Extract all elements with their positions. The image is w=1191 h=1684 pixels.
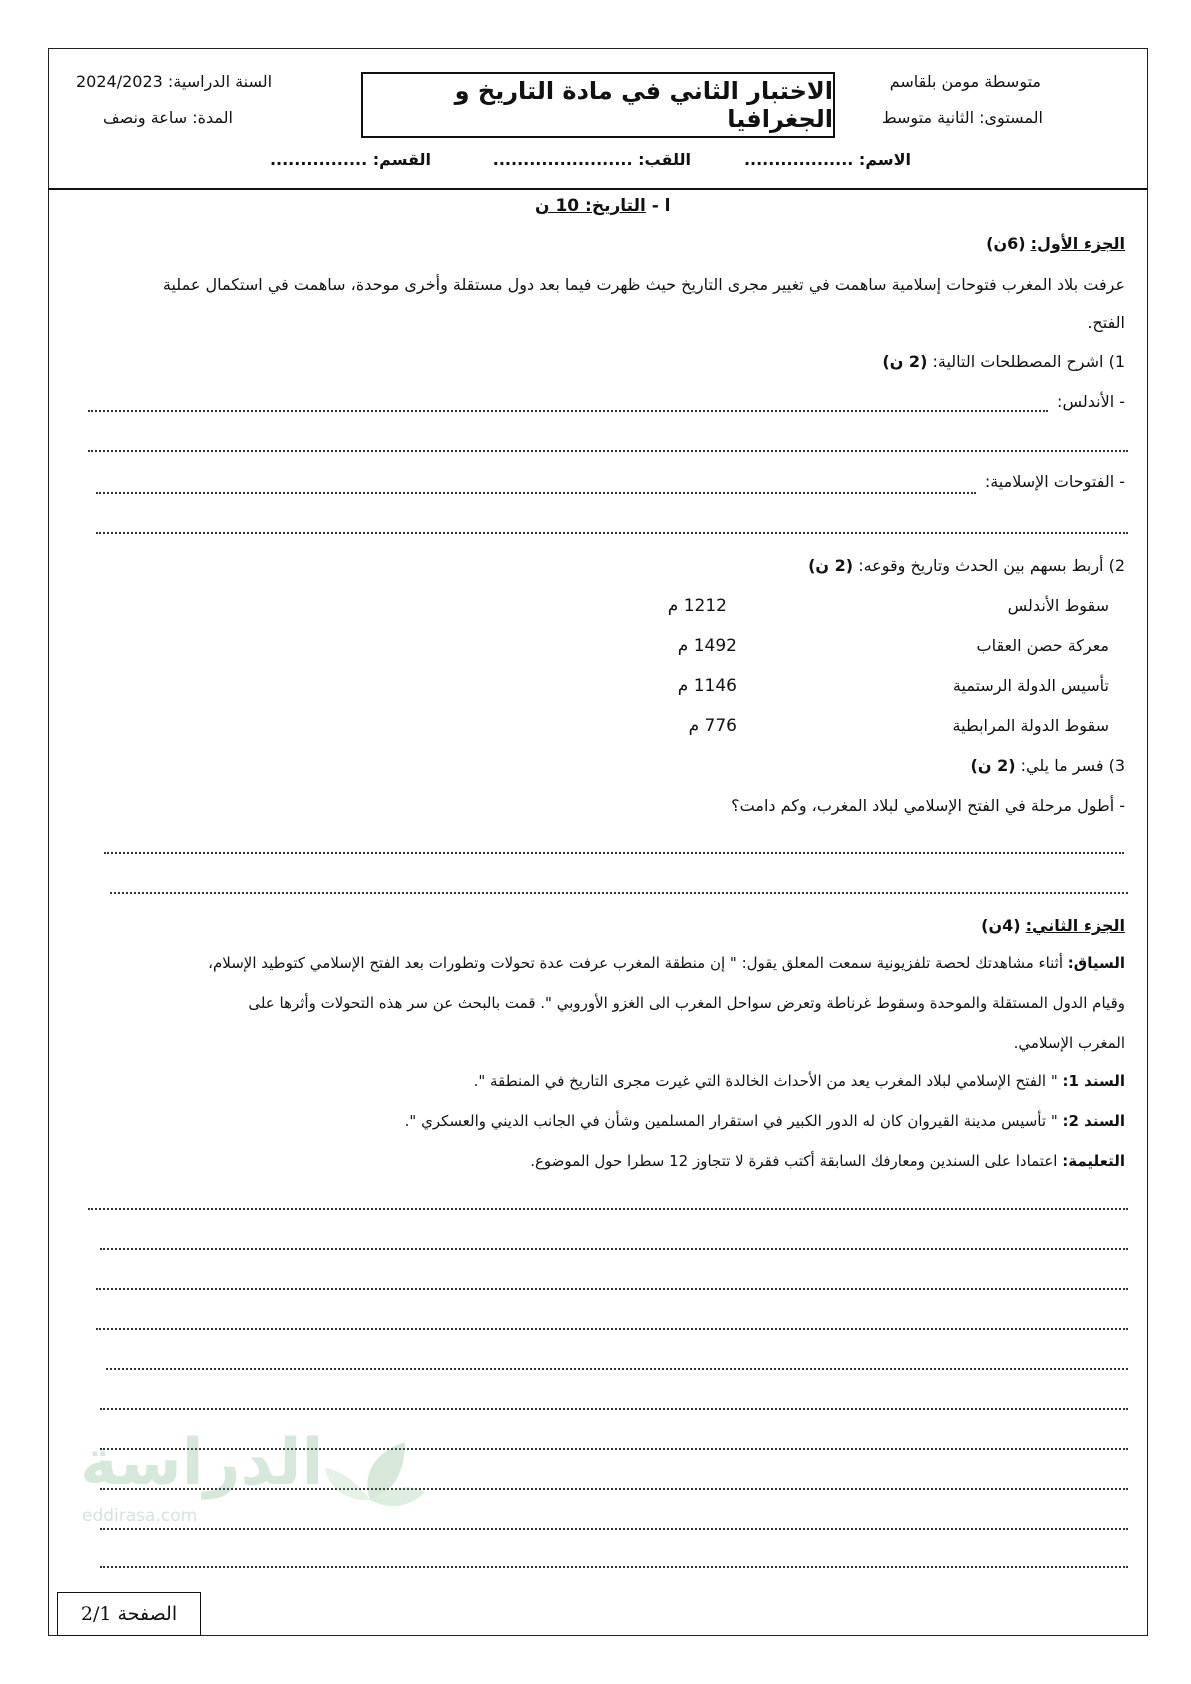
context-line1 (208, 954, 1125, 972)
q1 (882, 352, 1125, 371)
writing-line[interactable] (96, 1288, 1128, 1290)
date-3[interactable]: 1146 م (677, 676, 737, 696)
part2-heading (981, 916, 1125, 935)
page-number: الصفحة 2/1 (80, 1603, 178, 1625)
name-dots: .................. (743, 150, 854, 169)
class-field[interactable] (270, 150, 431, 169)
watermark-site: eddirasa.com (82, 1506, 198, 1526)
writing-line[interactable] (100, 1566, 1128, 1568)
answer-line[interactable] (96, 532, 1128, 534)
doc1-text: " الفتح الإسلامي لبلاد المغرب يعد من الأحداث الخالدة التي غيرت مجرى التاريخ في المنطقة ". (473, 1072, 1063, 1090)
level-label: المستوى: الثانية متوسط (881, 108, 1043, 127)
section-heading (535, 196, 671, 216)
watermark-arabic: الدراسة (80, 1426, 324, 1500)
writing-line[interactable] (106, 1368, 1128, 1370)
writing-line[interactable] (88, 1208, 1128, 1210)
header-divider (48, 188, 1148, 190)
class-dots: ................ (269, 150, 368, 169)
school-name: متوسطة مومن بلقاسم (889, 72, 1041, 91)
part1-intro-line1: عرفت بلاد المغرب فتوحات إسلامية ساهمت في تغيير مجرى التاريخ حيث ظهرت فيما بعد دول مستقلة وأخرى موحدة، ساهمت في استكمال عملية (162, 275, 1125, 294)
name-field[interactable] (744, 150, 911, 169)
date-2[interactable]: 1492 م (677, 636, 737, 656)
part1-intro-line2: الفتح. (1087, 313, 1125, 332)
answer-line[interactable] (88, 410, 1048, 412)
event-4[interactable]: سقوط الدولة المرابطية (952, 716, 1109, 735)
surname-dots: ....................... (492, 150, 633, 169)
section-prefix: ا - (645, 196, 671, 216)
event-1[interactable]: سقوط الأندلس (1007, 596, 1109, 615)
exam-title: الاختبار الثاني في مادة التاريخ و الجغرافيا (454, 77, 833, 133)
exam-title-box (361, 72, 835, 138)
exam-duration: المدة: ساعة ونصف (103, 108, 233, 127)
page-number-box (57, 1592, 201, 1636)
answer-line[interactable] (88, 450, 1128, 452)
part1-title: الجزء الأول: (1030, 234, 1125, 253)
school-year: السنة الدراسية: 2024/2023 (76, 72, 273, 91)
doc2-label: السند 2: (1062, 1112, 1125, 1130)
q2-points: (2 ن) (808, 556, 854, 575)
date-1[interactable]: 1212 م (667, 596, 727, 616)
doc2-text: " تأسيس مدينة القيروان كان له الدور الكبير في استقرار المسلمين وشأن في الجانب الديني والعسكري ". (404, 1112, 1063, 1130)
name-label: الاسم: (858, 150, 911, 169)
part1-heading (986, 234, 1125, 253)
class-label: القسم: (372, 150, 431, 169)
document-1 (474, 1072, 1125, 1090)
doc1-label: السند 1: (1062, 1072, 1125, 1090)
surname-label: اللقب: (638, 150, 691, 169)
context-text: أثناء مشاهدتك لحصة تلفزيونية سمعت المعلق يقول: " إن منطقة المغرب عرفت عدة تحولات وتطورات بعد الفتح الإسلامي كتوطيد الإسلام، (208, 954, 1068, 972)
q2 (808, 556, 1125, 575)
instruction-text: اعتمادا على السندين ومعارفك السابقة أكتب فقرة لا تتجاوز 12 سطرا حول الموضوع. (530, 1152, 1063, 1170)
instruction (530, 1152, 1125, 1170)
event-3[interactable]: تأسيس الدولة الرستمية (952, 676, 1109, 695)
event-2[interactable]: معركة حصن العقاب (976, 636, 1109, 655)
answer-line[interactable] (96, 492, 976, 494)
writing-line[interactable] (100, 1248, 1128, 1250)
surname-field[interactable] (493, 150, 691, 169)
answer-line[interactable] (104, 852, 1124, 854)
date-4[interactable]: 776 م (688, 716, 737, 736)
document-2 (405, 1112, 1125, 1130)
term-conquests: - الفتوحات الإسلامية: (984, 472, 1125, 491)
part2-title: الجزء الثاني: (1025, 916, 1125, 935)
writing-line[interactable] (100, 1408, 1128, 1410)
writing-line[interactable] (96, 1328, 1128, 1330)
q1-points: (2 ن) (882, 352, 928, 371)
q2-text: 2) أربط بسهم بين الحدث وتاريخ وقوعه: (858, 556, 1125, 575)
q1-text: 1) اشرح المصطلحات التالية: (932, 352, 1125, 371)
context-line2: وقيام الدول المستقلة والموحدة وسقوط غرناطة وتعرض سواحل المغرب الى الغزو الأوروبي ". قمت بالبحث عن سر هذه التحولات وأثرها على (248, 994, 1125, 1012)
part1-points: (6ن) (986, 234, 1026, 253)
q3-points: (2 ن) (970, 756, 1016, 775)
q3 (971, 756, 1125, 775)
answer-line[interactable] (110, 892, 1128, 894)
term-andalus: - الأندلس: (1057, 392, 1125, 411)
q3-question: - أطول مرحلة في الفتح الإسلامي لبلاد المغرب، وكم دامت؟ (731, 796, 1125, 815)
section-title: التاريخ: 10 ن (535, 196, 646, 216)
watermark-logo (70, 1426, 430, 1540)
instruction-label: التعليمة: (1062, 1152, 1125, 1170)
q3-text: 3) فسر ما يلي: (1020, 756, 1125, 775)
context-line3: المغرب الإسلامي. (1013, 1034, 1125, 1052)
context-label: السياق: (1067, 954, 1125, 972)
part2-points: (4ن) (981, 916, 1021, 935)
